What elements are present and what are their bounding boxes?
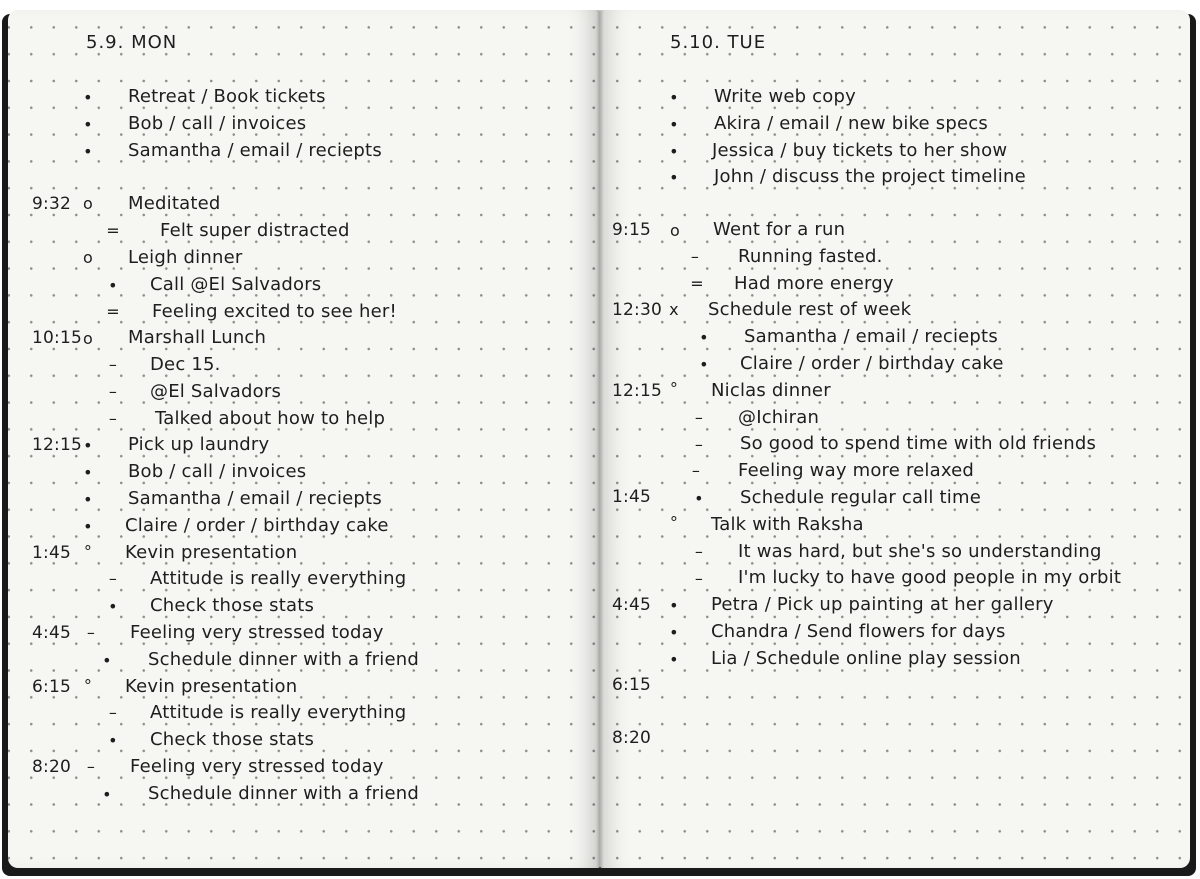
left-entry-marker: o: [83, 329, 93, 348]
left-entry-marker: •: [83, 463, 93, 482]
right-entry-text: It was hard, but she's so understanding: [738, 541, 1102, 562]
left-entry-text: Check those stats: [150, 729, 315, 750]
left-entry-text: Claire / order / birthday cake: [125, 515, 389, 536]
left-entry-marker: –: [86, 623, 96, 642]
left-task: Retreat / Book tickets: [128, 86, 326, 107]
left-entry-text: Feeling excited to see her!: [152, 301, 397, 322]
right-entry-marker: •: [669, 623, 679, 642]
left-entry-text: Bob / call / invoices: [128, 461, 307, 482]
right-task: John / discuss the project timeline: [714, 166, 1026, 187]
right-entry-time: 6:15: [612, 675, 651, 695]
right-entry-text: Lia / Schedule online play session: [711, 648, 1021, 669]
right-task-marker: •: [669, 142, 679, 161]
left-entry-time: 8:20: [32, 757, 71, 777]
page-gutter: [596, 10, 604, 868]
left-entry-text: Feeling very stressed today: [130, 756, 384, 777]
left-entry-marker: =: [106, 302, 120, 321]
left-page-date: 5.9. MON: [86, 32, 178, 53]
right-task-marker: •: [669, 115, 679, 134]
left-entry-marker: –: [108, 703, 118, 722]
right-task-marker: •: [669, 88, 679, 107]
left-entry-time: 9:32: [32, 194, 71, 214]
left-entry-text: Samantha / email / reciepts: [128, 488, 382, 509]
right-entry-text: Niclas dinner: [711, 380, 831, 401]
right-task: Write web copy: [714, 86, 856, 107]
right-entry-text: So good to spend time with old friends: [740, 433, 1097, 454]
right-entry-marker: o: [670, 221, 680, 240]
left-entry-text: Leigh dinner: [128, 247, 243, 268]
right-entry-marker: •: [699, 328, 709, 347]
left-entry-marker: o: [83, 248, 93, 267]
right-entry-text: Schedule rest of week: [708, 299, 912, 320]
left-entry-text: Dec 15.: [150, 354, 221, 375]
right-page-date: 5.10. TUE: [670, 32, 767, 53]
left-entry-text: Attitude is really everything: [150, 568, 407, 589]
left-task: Bob / call / invoices: [128, 113, 307, 134]
right-entry-marker: •: [669, 650, 679, 669]
left-entry-text: Attitude is really everything: [150, 702, 407, 723]
right-entry-marker: –: [694, 569, 704, 588]
right-entry-time: 12:15: [612, 381, 662, 401]
left-entry-marker: •: [83, 490, 93, 509]
right-entry-text: Schedule regular call time: [740, 487, 982, 508]
right-entry-text: Petra / Pick up painting at her gallery: [711, 594, 1054, 615]
left-entry-text: Felt super distracted: [160, 220, 350, 241]
left-entry-text: Call @El Salvadors: [150, 274, 322, 295]
right-entry-time: 12:30: [612, 300, 662, 320]
left-entry-text: Schedule dinner with a friend: [148, 783, 419, 804]
right-entry-time: 8:20: [612, 728, 651, 748]
right-entry-time: 4:45: [612, 595, 651, 615]
right-entry-marker: –: [694, 408, 704, 427]
right-entry-text: Claire / order / birthday cake: [740, 353, 1004, 374]
left-entry-marker: •: [83, 436, 93, 455]
left-entry-time: 6:15: [32, 677, 71, 697]
left-entry-marker: •: [108, 731, 118, 750]
left-entry-text: @El Salvadors: [150, 381, 282, 402]
right-entry-text: Had more energy: [734, 273, 894, 294]
left-entry-text: Check those stats: [150, 595, 315, 616]
left-task-marker: •: [83, 115, 93, 134]
left-entry-marker: =: [106, 221, 120, 240]
right-entry-time: 9:15: [612, 220, 651, 240]
left-entry-marker: –: [108, 382, 118, 401]
left-entry-text: Meditated: [128, 193, 221, 214]
right-entry-marker: –: [694, 542, 704, 561]
right-entry-text: Feeling way more relaxed: [738, 460, 975, 481]
right-entry-text: Went for a run: [713, 219, 846, 240]
right-entry-marker: x: [669, 300, 679, 319]
left-entry-time: 1:45: [32, 543, 71, 563]
right-entry-marker: •: [669, 596, 679, 615]
left-entry-marker: –: [108, 355, 118, 374]
left-entry-text: Talked about how to help: [155, 408, 386, 429]
right-entry-text: Talk with Raksha: [711, 514, 864, 535]
left-entry-marker: –: [86, 757, 96, 776]
right-task-marker: •: [669, 168, 679, 187]
left-entry-text: Kevin presentation: [125, 542, 298, 563]
right-entry-marker: °: [669, 379, 679, 398]
left-entry-marker: °: [83, 676, 93, 695]
right-entry-marker: °: [669, 513, 679, 532]
right-entry-marker: –: [694, 435, 704, 454]
left-task-marker: •: [83, 88, 93, 107]
left-entry-marker: o: [83, 194, 93, 213]
left-entry-text: Pick up laundry: [128, 434, 270, 455]
right-entry-time: 1:45: [612, 487, 651, 507]
right-entry-marker: –: [690, 247, 700, 266]
right-entry-text: @Ichiran: [738, 407, 820, 428]
left-entry-text: Feeling very stressed today: [130, 622, 384, 643]
right-entry-marker: •: [699, 355, 709, 374]
left-entry-marker: –: [108, 569, 118, 588]
left-entry-marker: •: [102, 651, 112, 670]
right-entry-text: Samantha / email / reciepts: [744, 326, 998, 347]
left-entry-marker: •: [108, 597, 118, 616]
right-task: Akira / email / new bike specs: [714, 113, 988, 134]
left-task-marker: •: [83, 142, 93, 161]
right-entry-marker: •: [694, 489, 704, 508]
right-entry-text: Running fasted.: [738, 246, 883, 267]
right-entry-text: Chandra / Send flowers for days: [711, 621, 1006, 642]
left-entry-text: Kevin presentation: [125, 676, 298, 697]
left-task: Samantha / email / reciepts: [128, 140, 382, 161]
left-entry-marker: •: [83, 517, 93, 536]
left-entry-text: Marshall Lunch: [128, 327, 267, 348]
right-entry-text: I'm lucky to have good people in my orbit: [738, 567, 1122, 588]
right-task: Jessica / buy tickets to her show: [712, 140, 1008, 161]
left-entry-marker: –: [108, 409, 118, 428]
right-entry-marker: =: [690, 274, 704, 293]
left-entry-time: 12:15: [32, 435, 82, 455]
left-entry-text: Schedule dinner with a friend: [148, 649, 419, 670]
left-entry-marker: °: [83, 542, 93, 561]
left-entry-time: 10:15: [32, 328, 82, 348]
left-entry-time: 4:45: [32, 623, 71, 643]
left-entry-marker: •: [108, 276, 118, 295]
right-entry-marker: –: [691, 461, 701, 480]
left-entry-marker: •: [102, 785, 112, 804]
